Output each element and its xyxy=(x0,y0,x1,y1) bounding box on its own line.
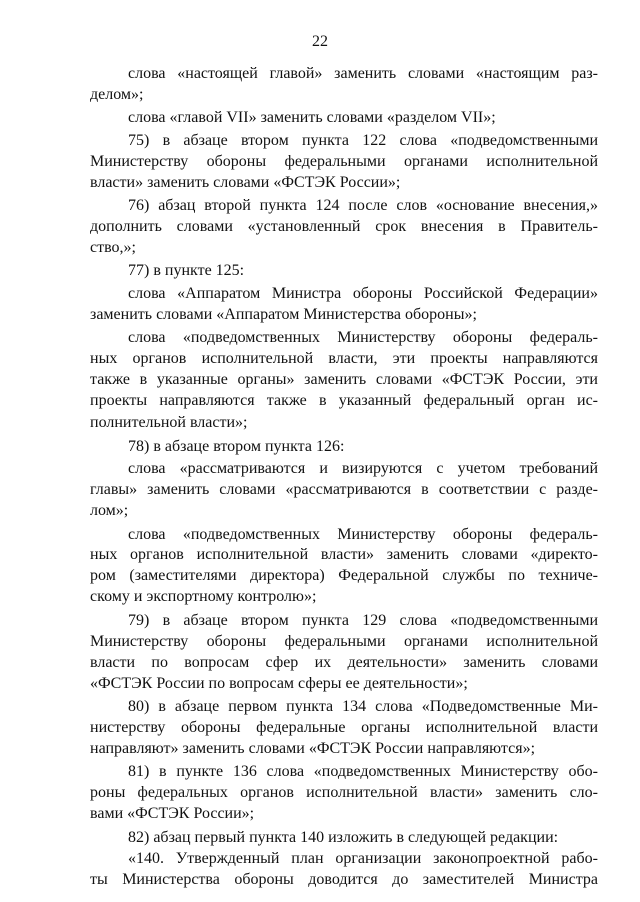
text-line: роны федеральных органов исполнительной власти» заменить сло- xyxy=(90,784,598,801)
text-line: скому и экспортному контролю»; xyxy=(90,588,317,605)
text-line: ты Министерства обороны доводится до заместителей Министра xyxy=(90,871,598,888)
text-line: Министерству обороны федеральными органами исполнительной xyxy=(90,153,598,170)
text-line: 80) в абзаце первом пункта 134 слова «Подведомственные Ми- xyxy=(128,698,598,715)
text-line: делом»; xyxy=(90,86,144,103)
text-line: 79) в абзаце втором пункта 129 слова «подведомственными xyxy=(128,612,598,629)
text-line: полнительной власти»; xyxy=(90,414,248,431)
text-line: ных органов исполнительной власти» заменить словами «директо- xyxy=(90,546,598,563)
text-line: 75) в абзаце втором пункта 122 слова «подведомственными xyxy=(128,132,598,149)
text-line: главы» заменить словами «рассматриваются в соответствии с разде- xyxy=(90,481,598,498)
text-line: власти» заменить словами «ФСТЭК России»; xyxy=(90,174,401,191)
text-line: 82) абзац первый пункта 140 изложить в следующей редакции: xyxy=(128,829,559,846)
text-line: «140. Утвержденный план организации законопроектной рабо- xyxy=(128,850,598,867)
text-line: проекты направляются также в указанный федеральный орган ис- xyxy=(90,392,598,409)
text-line: направляют» заменить словами «ФСТЭК России направляются»; xyxy=(90,740,536,757)
text-line: 81) в пункте 136 слова «подведомственных Министерству обо- xyxy=(128,763,598,780)
text-line: ром (заместителями директора) Федеральной службы по техниче- xyxy=(90,567,598,584)
text-line: власти по вопросам сфер их деятельности» заменить словами xyxy=(90,654,598,671)
text-line: Министерству обороны федеральными органами исполнительной xyxy=(90,633,598,650)
text-line: 76) абзац второй пункта 124 после слов «основание внесения,» xyxy=(128,197,598,214)
text-line: также в указанные органы» заменить словами «ФСТЭК России, эти xyxy=(90,371,598,388)
text-line: ных органов исполнительной власти, эти проекты направляются xyxy=(90,350,598,367)
text-line: вами «ФСТЭК России»; xyxy=(90,805,255,822)
text-line: нистерству обороны федеральные органы исполнительной власти xyxy=(90,719,598,736)
text-line: заменить словами «Аппаратом Министерства обороны»; xyxy=(90,306,477,323)
text-line: слова «подведомственных Министерству обороны федераль- xyxy=(128,526,598,543)
text-line: ство,»; xyxy=(90,239,136,256)
text-line: 77) в пункте 125: xyxy=(128,262,245,279)
text-line: слова «рассматриваются и визируются с учетом требований xyxy=(128,460,598,477)
text-line: лом»; xyxy=(90,502,129,519)
text-line: «ФСТЭК России по вопросам сферы ее деятельности»; xyxy=(90,675,468,692)
text-line: слова «главой VII» заменить словами «разделом VII»; xyxy=(128,109,496,126)
text-line: слова «настоящей главой» заменить словами «настоящим раз- xyxy=(128,65,598,82)
page-number: 22 xyxy=(312,33,328,50)
text-line: слова «Аппаратом Министра обороны Российской Федерации» xyxy=(128,285,598,302)
text-line: слова «подведомственных Министерству обороны федераль- xyxy=(128,329,598,346)
text-line: 78) в абзаце втором пункта 126: xyxy=(128,438,345,455)
text-line: дополнить словами «установленный срок внесения в Правитель- xyxy=(90,218,598,235)
